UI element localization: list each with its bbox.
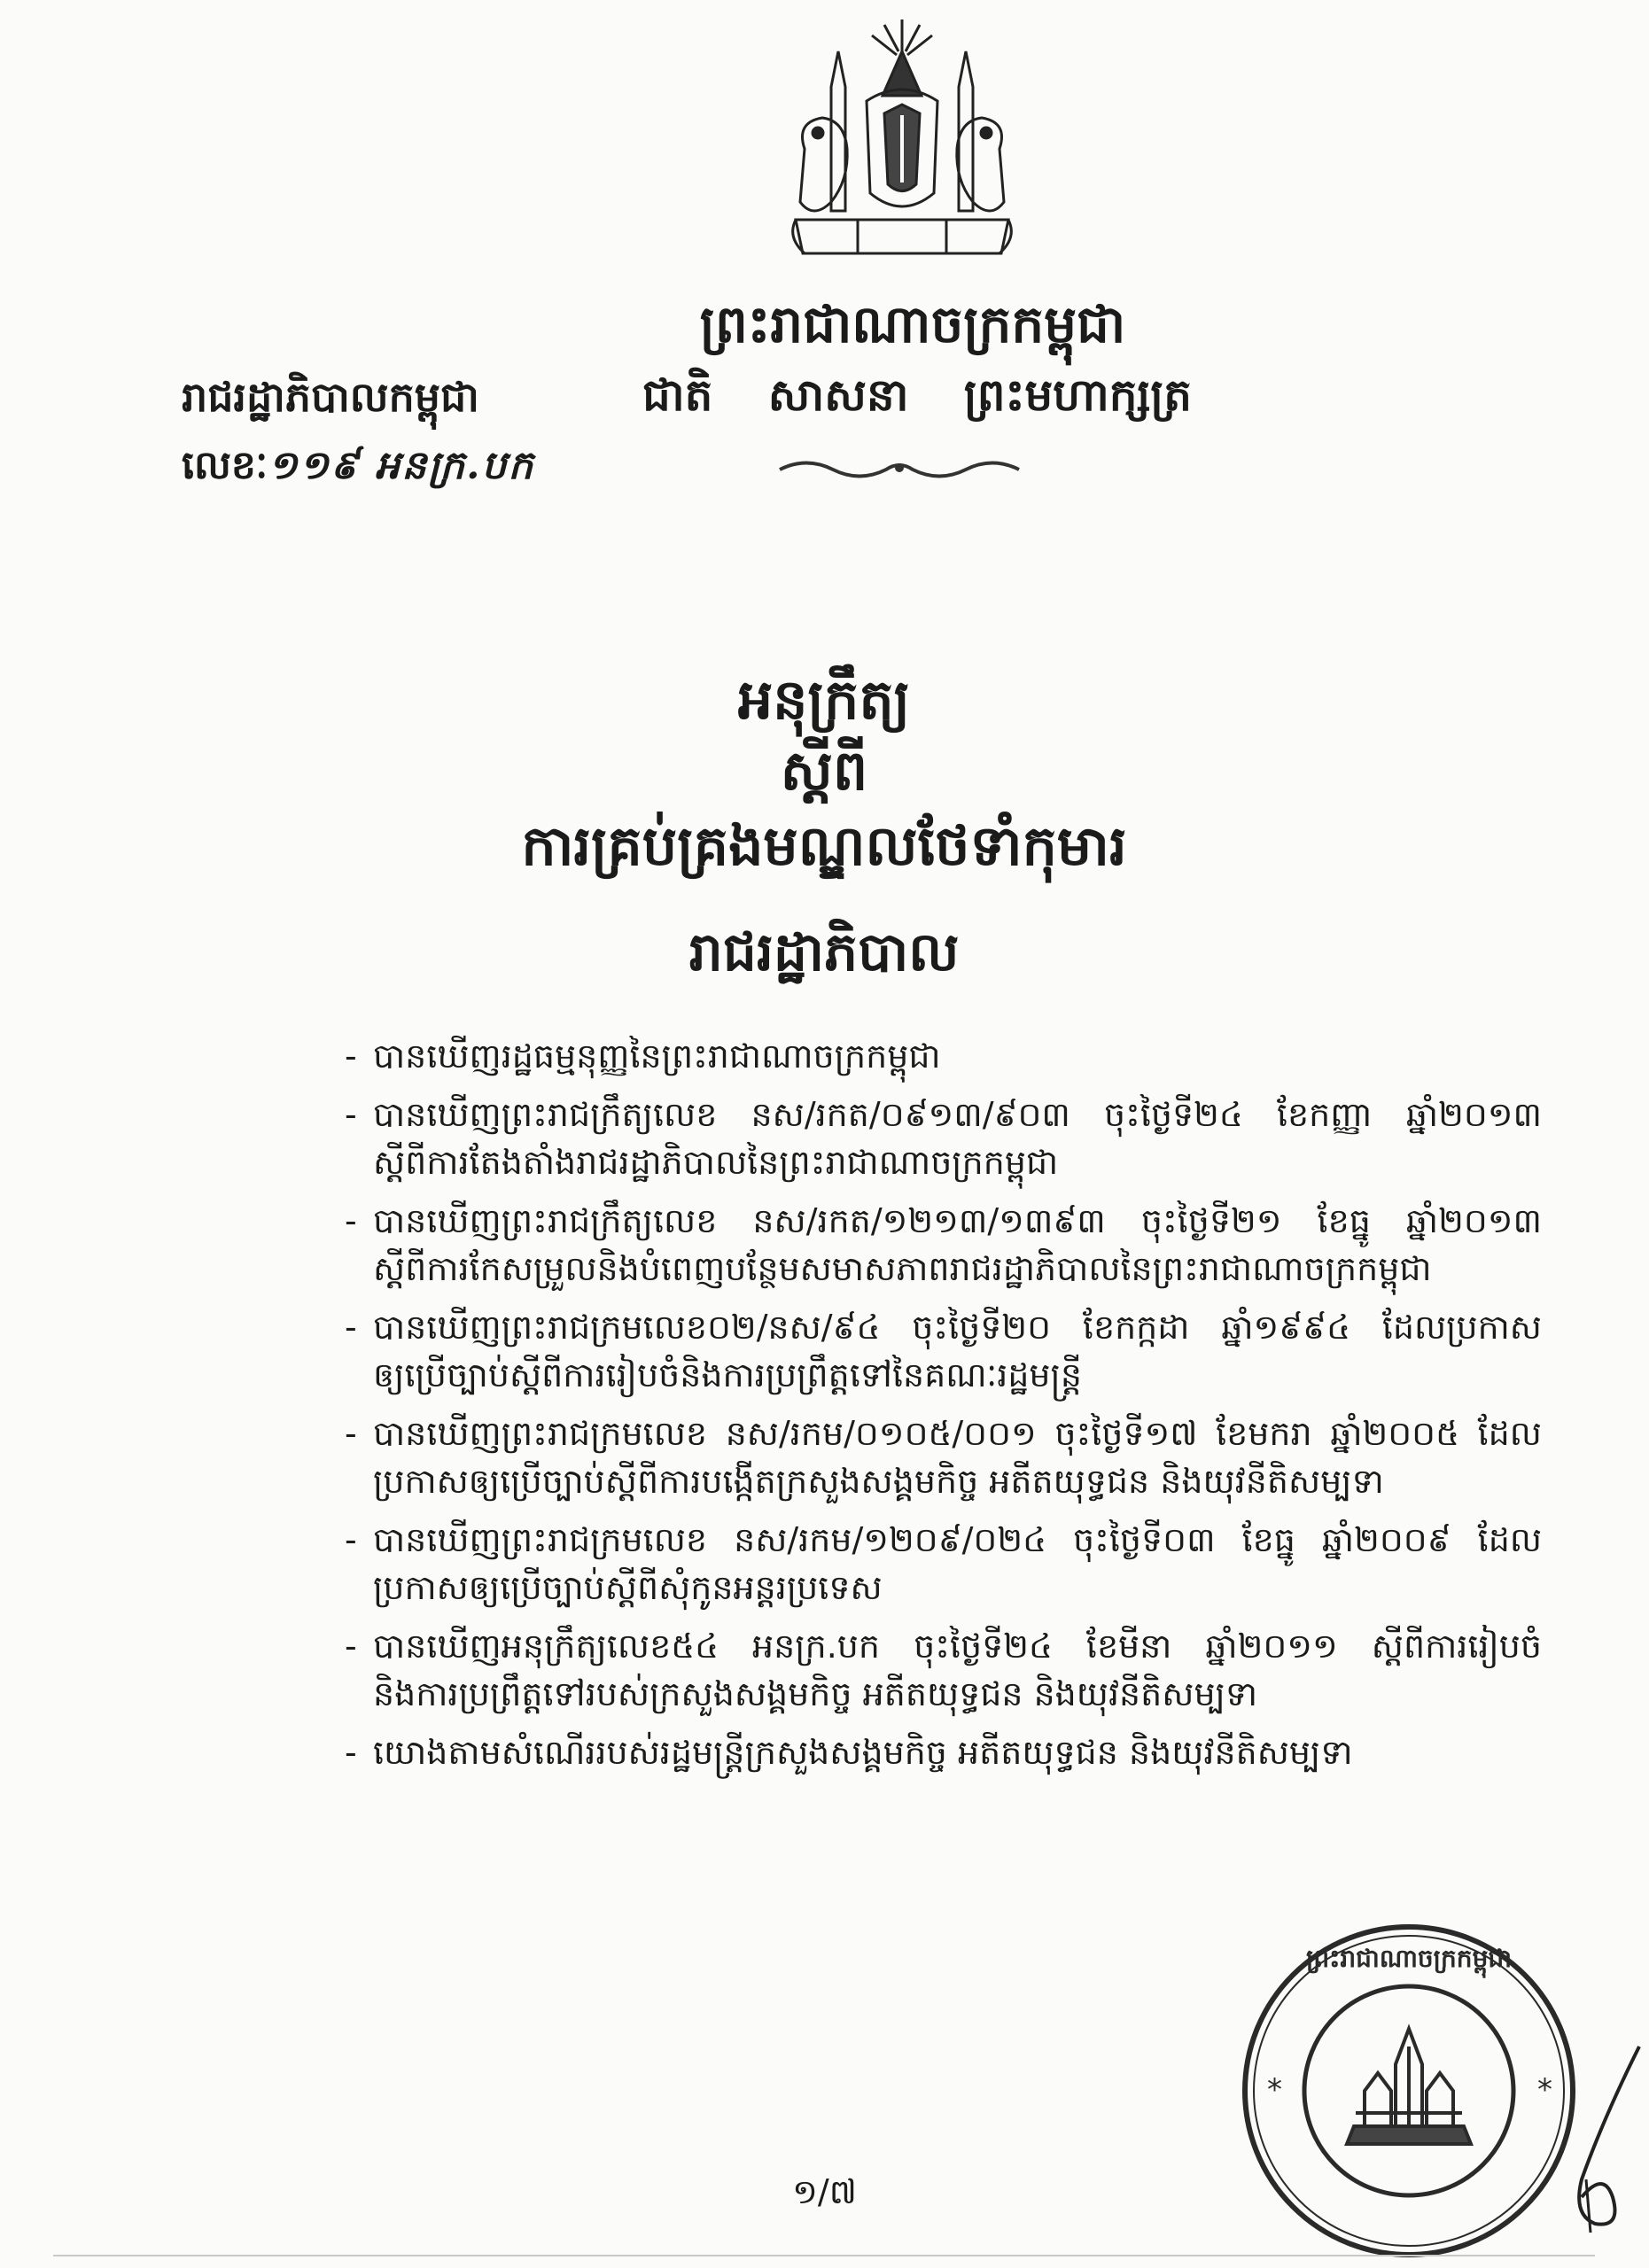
preamble-item xyxy=(341,1622,1542,1718)
preamble-line: - យោងតាមសំណើររបស់រដ្ឋមន្ត្រីក្រសួងសង្គមកិច្ច អតីតយុទ្ធជន និងយុវនីតិសម្បទា xyxy=(373,1733,1353,1772)
preamble-item xyxy=(341,1410,1542,1505)
preamble-line: ប្រកាសឲ្យប្រើច្បាប់ស្ដីពីការបង្កើតក្រសួងសង្គមកិច្ច អតីតយុទ្ធជន និងយុវនីតិសម្បទា xyxy=(373,1462,1384,1501)
preamble-item xyxy=(341,1091,1542,1186)
preamble-line: ប្រកាសឲ្យប្រើច្បាប់ស្ដីពីសុំកូនអន្តរប្រទេស xyxy=(373,1568,883,1607)
preamble-item xyxy=(341,1303,1542,1399)
royal-arms-emblem-icon xyxy=(769,16,1035,282)
preamble-line: និងការប្រព្រឹត្តទៅរបស់ក្រសួងសង្គមកិច្ច អតីតយុទ្ធជន និងយុវនីតិសម្បទា xyxy=(373,1674,1258,1713)
preamble-line: - បានឃើញព្រះរាជក្រមលេខ០២/នស/៩៤ ចុះថ្ងៃទី២០ ខែកក្កដា ឆ្នាំ១៩៩៤ ដែលប្រកាស xyxy=(373,1308,1542,1347)
seal-inscription: ព្រះរាជាណាចក្រកម្ពុជា xyxy=(1305,1944,1513,1973)
page-number: ១/៧ xyxy=(792,2172,857,2211)
svg-text:*: * xyxy=(1537,2072,1552,2108)
document-title-block xyxy=(354,664,1294,992)
preamble-line: ស្ដីពីការកែសម្រួលនិងបំពេញបន្ថែមសមាសភាពរាជរដ្ឋាភិបាលនៃព្រះរាជាណាចក្រកម្ពុជា xyxy=(373,1249,1432,1288)
motto-religion: សាសនា xyxy=(767,369,909,421)
national-motto xyxy=(642,368,1192,432)
reference-number xyxy=(182,441,534,498)
preamble-line: - បានឃើញព្រះរាជក្រមលេខ នស/រកម/០១០៥/០០១ ចុះថ្ងៃទី១៧ ខែមករា ឆ្នាំ២០០៥ ដែល xyxy=(373,1414,1542,1453)
preamble-item xyxy=(341,1197,1542,1293)
document-subject: ការគ្រប់គ្រងមណ្ឌលថែទាំកុមារ xyxy=(521,813,1127,878)
title-about: ស្ដីពី xyxy=(780,738,868,803)
motto-king: ព្រះមហាក្សត្រ xyxy=(963,369,1192,421)
document-type: អនុក្រឹត្យ xyxy=(737,667,911,732)
divider-ornament-icon xyxy=(771,452,1028,484)
preamble-line: - បានឃើញព្រះរាជក្រមលេខ នស/រកម/១២០៩/០២៤ ចុះថ្ងៃទី០៣ ខែធ្នូ ឆ្នាំ២០០៩ ដែល xyxy=(373,1520,1542,1559)
preamble-line: - បានឃើញព្រះរាជក្រឹត្យលេខ នស/រកត/០៩១៣/៩០៣ ចុះថ្ងៃទី២៤ ខែកញ្ញា ឆ្នាំ២០១៣ xyxy=(373,1095,1542,1134)
svg-text:*: * xyxy=(1267,2072,1282,2108)
government-label: រាជរដ្ឋាភិបាលកម្ពុជា xyxy=(182,373,479,421)
preamble-line: - បានឃើញរដ្ឋធម្មនុញ្ញនៃព្រះរាជាណាចក្រកម្ពុជា xyxy=(373,1037,941,1076)
reference-prefix: លេខៈ xyxy=(182,443,268,488)
motto-nation: ជាតិ xyxy=(642,369,713,421)
issuer-heading: រាជរដ្ឋាភិបាល xyxy=(688,921,960,983)
preamble-item xyxy=(341,1516,1542,1612)
preamble-list xyxy=(341,1032,1542,1787)
seal-temple xyxy=(1347,2029,1471,2144)
preamble-line: ស្ដីពីការតែងតាំងរាជរដ្ឋាភិបាលនៃព្រះរាជាណាចក្រកម្ពុជា xyxy=(373,1143,1059,1182)
kingdom-name: ព្រះរាជាណាចក្រកម្ពុជា xyxy=(699,294,1126,354)
bottom-edge-rule xyxy=(53,2255,1595,2256)
preamble-line: - បានឃើញព្រះរាជក្រឹត្យលេខ នស/រកត/១២១៣/១៣៩៣ ចុះថ្ងៃទី២១ ខែធ្នូ ឆ្នាំ២០១៣ xyxy=(373,1201,1542,1240)
preamble-item xyxy=(341,1728,1542,1776)
reference-value: ១១៩ អនក្រ.បក xyxy=(268,443,535,488)
preamble-line: - បានឃើញអនុក្រឹត្យលេខ៥៤ អនក្រ.បក ចុះថ្ងៃទី២៤ ខែមីនា ឆ្នាំ២០១១ ស្ដីពីការរៀបចំ xyxy=(373,1627,1542,1666)
preamble-item xyxy=(341,1032,1542,1080)
preamble-line: ឲ្យប្រើច្បាប់ស្ដីពីការរៀបចំនិងការប្រព្រឹត្តទៅនៃគណៈរដ្ឋមន្ត្រី xyxy=(373,1355,1082,1394)
